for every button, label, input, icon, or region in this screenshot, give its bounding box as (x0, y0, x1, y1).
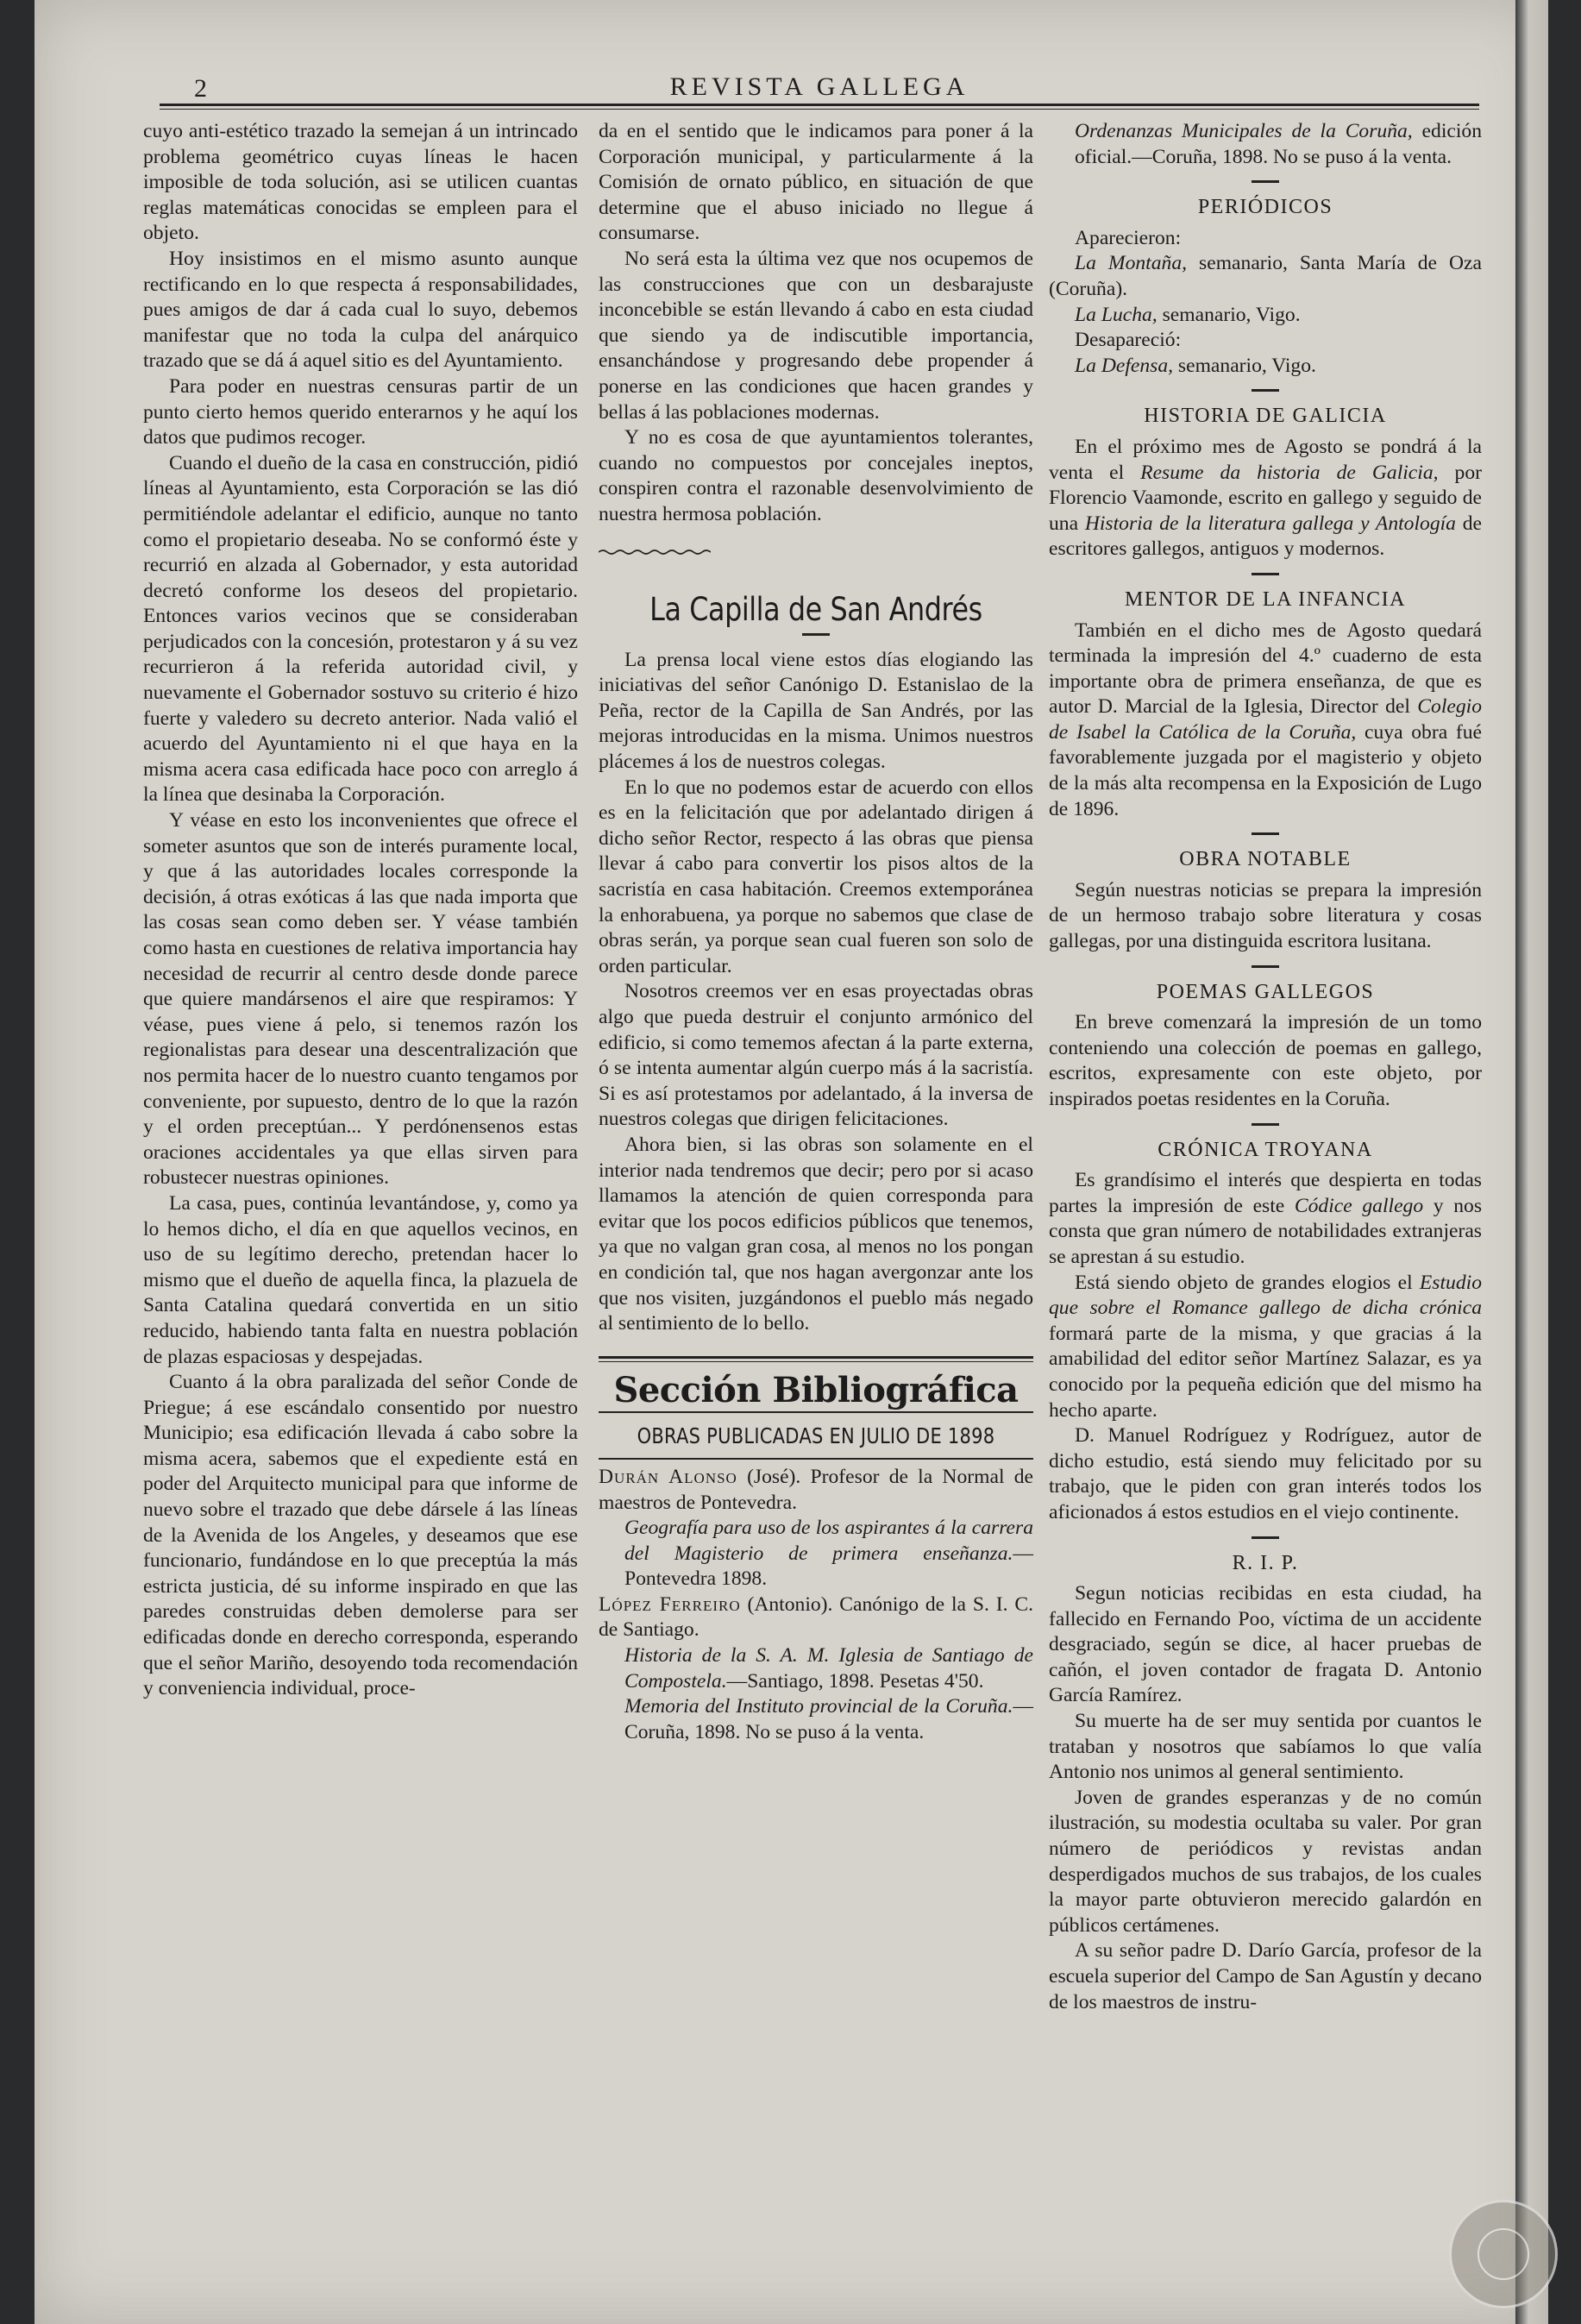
periodical-info: semanario, Vigo. (1173, 354, 1316, 377)
dash-divider (1252, 180, 1279, 183)
paragraph: Según nuestras noticias se prepara la impresión de un hermoso trabajo sobre literatura y cosas gallegas, por una distinguida escritora lusitana. (1049, 878, 1482, 953)
paragraph: Ahora bien, si las obras son solamente en el interior nada tendremos que decir; pero por si acaso llamamos la atención de quien corresponda para evitar que los pocos edificios públicos que tenemos, ya que no valgan gran cosa, al menos no los pongan en condición tal, que nos hagan avergonzar ante los que nos visiten, juzgándonos el pueblo más negado al sentimiento de lo bello. (599, 1133, 1033, 1335)
paragraph: Su muerte ha de ser muy sentida por cuantos le trataban y nosotros que sabíamos lo que valía Antonio nos unimos al general sentimiento. (1049, 1710, 1482, 1784)
paragraph: cuyo anti-estético trazado la semejan á un intrincado problema geométrico cuyas líneas le hacen imposible de toda solución, asi se utilicen cuantas reglas matemáticas conocidas se empleen para el objeto. (143, 120, 578, 245)
periodical-entry (1049, 354, 1482, 380)
column-1 (143, 119, 578, 2224)
entry-title: Memoria del Instituto provincial de la Coruña. (624, 1695, 1013, 1718)
paragraph (1049, 1271, 1482, 1424)
periodical-entry (1049, 303, 1482, 329)
dash-divider (1252, 965, 1279, 968)
paragraph: D. Manuel Rodríguez y Rodríguez, autor de dicho estudio, está siendo muy felicitado por su trabajo, que le piden con gran interés todos los aficionados á estos estudios en el viejo continente. (1049, 1424, 1482, 1523)
section-subrule (599, 1411, 1033, 1413)
section-rule (599, 1356, 1033, 1362)
paragraph: En breve comenzará la impresión de un tomo conteniendo una colección de poemas en gallego, escritos, expresamente con este objeto, por inspirados poetas residentes en la Coruña. (1049, 1011, 1482, 1110)
paragraph (1049, 435, 1482, 562)
article-title: La Capilla de San Andrés (649, 591, 982, 629)
entry-publication: —Santiago, 1898. Pesetas 4'50. (726, 1669, 984, 1693)
periodical-name: La Montaña, (1075, 252, 1188, 275)
paragraph: La prensa local viene estos días elogiando las iniciativas del señor Canónigo D. Estanislao de la Peña, rector de la Capilla de San Andrés, por las mejoras introducidas en la misma. Unimos nuestros plácemes á los de nuestros colegas. (599, 648, 1033, 774)
paragraph: La casa, pues, continúa levantándose, y, como ya lo hemos dicho, el día en que aquellos vecinos, en uso de su legítimo derecho, pretendan hacer lo mismo que el dueño de aquella finca, la plazuela de Santa Catalina quedará convertida en un sitio reducido, habiendo tanta falta en nuestra población de plazas espaciosas y despejadas. (143, 1191, 578, 1368)
entry-title: Geografía para uso de los aspirantes á la carrera del Magisterio de primera enseñanza. (624, 1517, 1033, 1565)
text: También en el dicho mes de Agosto quedará terminada la impresión del 4.º cuaderno de esta importante obra de primera enseñanza, de que es autor D. Marcial de la Iglesia, Director del (1049, 619, 1482, 719)
book-title: Resume da historia de Galicia, (1140, 461, 1439, 484)
page-header (160, 69, 1479, 107)
entry-description: (José). Profesor de la Normal de maestros de Pontevedra. (599, 1465, 1033, 1514)
paragraph: Cuando el dueño de la casa en construcción, pidió líneas al Ayuntamiento, esta Corporación se las dió permitiéndole adelantar el edificio, aunque no tanto como el propietario deseaba. No se conformó éste y recurrió en alzada al Gobernador, y esta autoridad decretó conforme los deseos del propietario. Entonces varios vecinos que se consideraban perjudicados con la concesión, protestaron y á su vez recurrieron á la referida autoridad civil, y nuevamente el Gobernador sostuvo su criterio é hizo fuerte y valedero su decreto anterior. Nada valió el acuerdo del Ayuntamiento ni el que haya en la misma acera casa edificada hace poco con arreglo á la línea que desinaba la Corporación. (143, 451, 578, 807)
paragraph: Nosotros creemos ver en esas proyectadas obras algo que pueda destruir el conjunto armónico del edificio, si como tememos afectan á la parte externa, ó se intenta aumentar algún cuerpo más á la sacristía. Si es así protestamos por adelantado, á la inversa de nuestros colegas que dirigen felicitaciones. (599, 980, 1033, 1131)
entry-author: López Ferreiro (599, 1592, 741, 1616)
dash-divider (1252, 1536, 1279, 1539)
paragraph: Y no es cosa de que ayuntamientos tolerantes, cuando no compuestos por concejales ineptos, conspiren contra el razonable desenvolvimiento de nuestra hermosa población. (599, 426, 1033, 525)
paragraph: da en el sentido que le indicamos para poner á la Corporación municipal, y particularmente á la Comisión de ornato público, en situación de que determine que el abuso iniciado no llegue á consumarse. (599, 120, 1033, 245)
bibliography-work (599, 1694, 1033, 1745)
bibliography-entry (599, 1465, 1033, 1516)
page-number: 2 (194, 74, 207, 103)
masthead: REVISTA GALLEGA (669, 72, 969, 101)
section-subtitle: OBRAS PUBLICADAS EN JULIO DE 1898 (637, 1423, 995, 1449)
text: En el próximo mes de Agosto se pondrá á la venta el (1049, 435, 1482, 484)
entry-description: (Antonio). Canónigo de la S. I. C. de Santiago. (599, 1592, 1034, 1642)
book-title: Códice gallego (1294, 1194, 1424, 1217)
periodical-info: semanario, Santa María de Oza (Coruña). (1049, 252, 1482, 300)
text: formará parte de la misma, y que gracias á la amabilidad del editor señor Martínez Salazar, es ya conocido por la pequeña edición que del mismo ha hecho aparte. (1049, 1322, 1482, 1422)
periodical-name: La Lucha, (1075, 303, 1158, 326)
column-3 (1049, 119, 1482, 2224)
paragraph: Joven de grandes esperanzas y de no común ilustración, su modestia ocultaba su valer. Por gran número de periódicos y revistas andan desperdigados muchos de sus trabajos, de los cuales la mayor parte obtuvieron merecido galardón en públicos certámenes. (1049, 1786, 1482, 1937)
paragraph: Para poder en nuestras censuras partir de un punto cierto hemos querido enterarnos y he aquí los datos que pudimos recoger. (143, 374, 578, 449)
poemas-heading: POEMAS GALLEGOS (1156, 980, 1375, 1003)
paragraph: A su señor padre D. Darío García, profesor de la escuela superior del Campo de San Agustín y decano de los maestros de instru- (1049, 1939, 1482, 2013)
dash-divider (1252, 389, 1279, 392)
text: de escritores gallegos, antiguos y modernos. (1049, 512, 1483, 561)
dash-divider (1252, 573, 1279, 575)
bibliography-entry (599, 1592, 1033, 1643)
header-rule (160, 104, 1479, 106)
dash-divider (1252, 832, 1279, 835)
bibliography-work (599, 1643, 1033, 1694)
periodical-name: La Defensa, (1075, 354, 1174, 377)
paragraph (1049, 1168, 1482, 1270)
section-title: Sección Bibliográfica (613, 1369, 1019, 1410)
book-title: Estudio que sobre el Romance gallego de dicha crónica (1049, 1271, 1482, 1320)
text: Está siendo objeto de grandes elogios el (1075, 1271, 1420, 1294)
obra-heading: OBRA NOTABLE (1179, 848, 1352, 871)
periodicos-heading: PERIÓDICOS (1197, 196, 1333, 219)
facing-page-edge (1515, 0, 1548, 2324)
periodical-info: semanario, Vigo. (1157, 303, 1301, 326)
text: cuya obra fué favorablemente juzgada por el magisterio y objeto de la más alta recompensa en la Exposición de Lugo de 1896. (1049, 720, 1482, 820)
bibliography-work (599, 1516, 1033, 1592)
entry-title: Ordenanzas Municipales de la Coruña, (1075, 120, 1413, 142)
rip-heading: R. I. P. (1232, 1551, 1299, 1574)
periodical-entry (1049, 251, 1482, 302)
library-seal-icon (1449, 2200, 1558, 2308)
entry-author: Durán Alonso (599, 1465, 737, 1488)
mentor-heading: MENTOR DE LA INFANCIA (1125, 587, 1406, 611)
paragraph: No será esta la última vez que nos ocupemos de las construcciones que con un desbarajuste inconcebible se están llevando á cabo en esta ciudad que siendo ya de indiscutible importancia, ensanchándose y progresando debe propender á ponerse en las condiciones que hacen grandes y bellas á las poblaciones modernas. (599, 247, 1033, 424)
cronica-heading: CRÓNICA TROYANA (1158, 1138, 1373, 1161)
paragraph (1049, 619, 1482, 823)
paragraph: En lo que no podemos estar de acuerdo con ellos es en la felicitación que por adelantado dirigen á dicho señor Rector, respecto á las obras que piensa llevar á cabo para convertir los pisos altos de la sacristía en casa habitación. Creemos extemporánea la enhorabuena, ya porque no sabemos que clase de obras serán, ya porque sean cual fueren son solo de orden particular. (599, 776, 1033, 977)
dash-divider (1252, 1123, 1279, 1126)
entry-title: Historia de la S. A. M. Iglesia de Santiago de Compostela. (624, 1644, 1033, 1693)
entry-publication: —Pontevedra 1898. (624, 1542, 1033, 1591)
entry-publication: edición oficial.—Coruña, 1898. No se puso á la venta. (1075, 120, 1482, 168)
desaparecio-label: Desapareció: (1075, 329, 1182, 352)
bibliography-work (1049, 119, 1482, 170)
paragraph: Hoy insistimos en el mismo asunto aunque rectificando en lo que respecta á responsabilidades, pues amigos de dar á cada cual lo suyo, debemos manifestar que no toda la culpa del anárquico trazado que se dá á aquel sitio es del Ayuntamiento. (143, 247, 578, 373)
column-2 (599, 119, 1033, 2224)
historia-heading: HISTORIA DE GALICIA (1144, 405, 1387, 428)
aparecieron-label: Aparecieron: (1075, 226, 1182, 249)
institution-name: Colegio de Isabel la Católica de la Coruña, (1049, 695, 1482, 744)
dash-divider (802, 633, 830, 636)
text: y nos consta que gran número de notabilidades extranjeras se aprestan á su estudio. (1049, 1194, 1482, 1268)
paragraph: Y véase en esto los inconvenientes que ofrece el someter asuntos que son de interés puramente local, y que á las autoridades locales corresponde la decisión, á otras exóticas á las que nada importa que las cosas sean como deben ser. Y véase también como hasta en cuestiones de relativa importancia hay necesidad de recurrir al centro desde donde parece que quiere mandársenos el aire que respiramos: Y véase, pues viene á pelo, si tenemos razón los regionalistas para desear una descentralización que nos permita hacer de lo nuestro cuanto tengamos por conveniente, por supuesto, dentro de lo que la razón y el orden preceptúan... Y perdónensenos estas oraciones accidentales ya que ellas sirven para robustecer nuestras opiniones. (143, 809, 578, 1190)
paragraph: Segun noticias recibidas en esta ciudad, ha fallecido en Fernando Poo, víctima de un accidente desgraciado, según se dice, al hacer pruebas de cañón, el joven contador de fragata D. Antonio García Ramírez. (1049, 1582, 1482, 1707)
section-subrule (599, 1458, 1033, 1460)
text: Es grandísimo el interés que despierta en todas partes la impresión de este (1049, 1169, 1482, 1217)
entry-publication: —Coruña, 1898. No se puso á la venta. (624, 1695, 1033, 1743)
book-title: Historia de la literatura gallega y Antología (1084, 512, 1456, 535)
text: por Florencio Vaamonde, escrito en gallego y seguido de una (1049, 461, 1482, 535)
header-rule-thin (160, 109, 1479, 110)
paragraph: Cuanto á la obra paralizada del señor Conde de Priegue; á ese escándalo consentido por nuestro Municipio; esa edificación llevada á cabo sobre la misma acera, sabemos que el expediente está en poder del Arquitecto municipal para que informe de nuevo sobre el trazado que debe dársele á las líneas de la Avenida de los Angeles, y deseamos que ese funcionario, fundándose en lo que preceptúa la más estricta justicia, dé su informe inspirado en que las paredes construidas deben demolerse para ser edificadas donde en derecho corresponda, esperando que el señor Mariño, desoyendo toda recomendación y conveniencia individual, proce- (143, 1371, 578, 1700)
wavy-divider (599, 549, 711, 556)
